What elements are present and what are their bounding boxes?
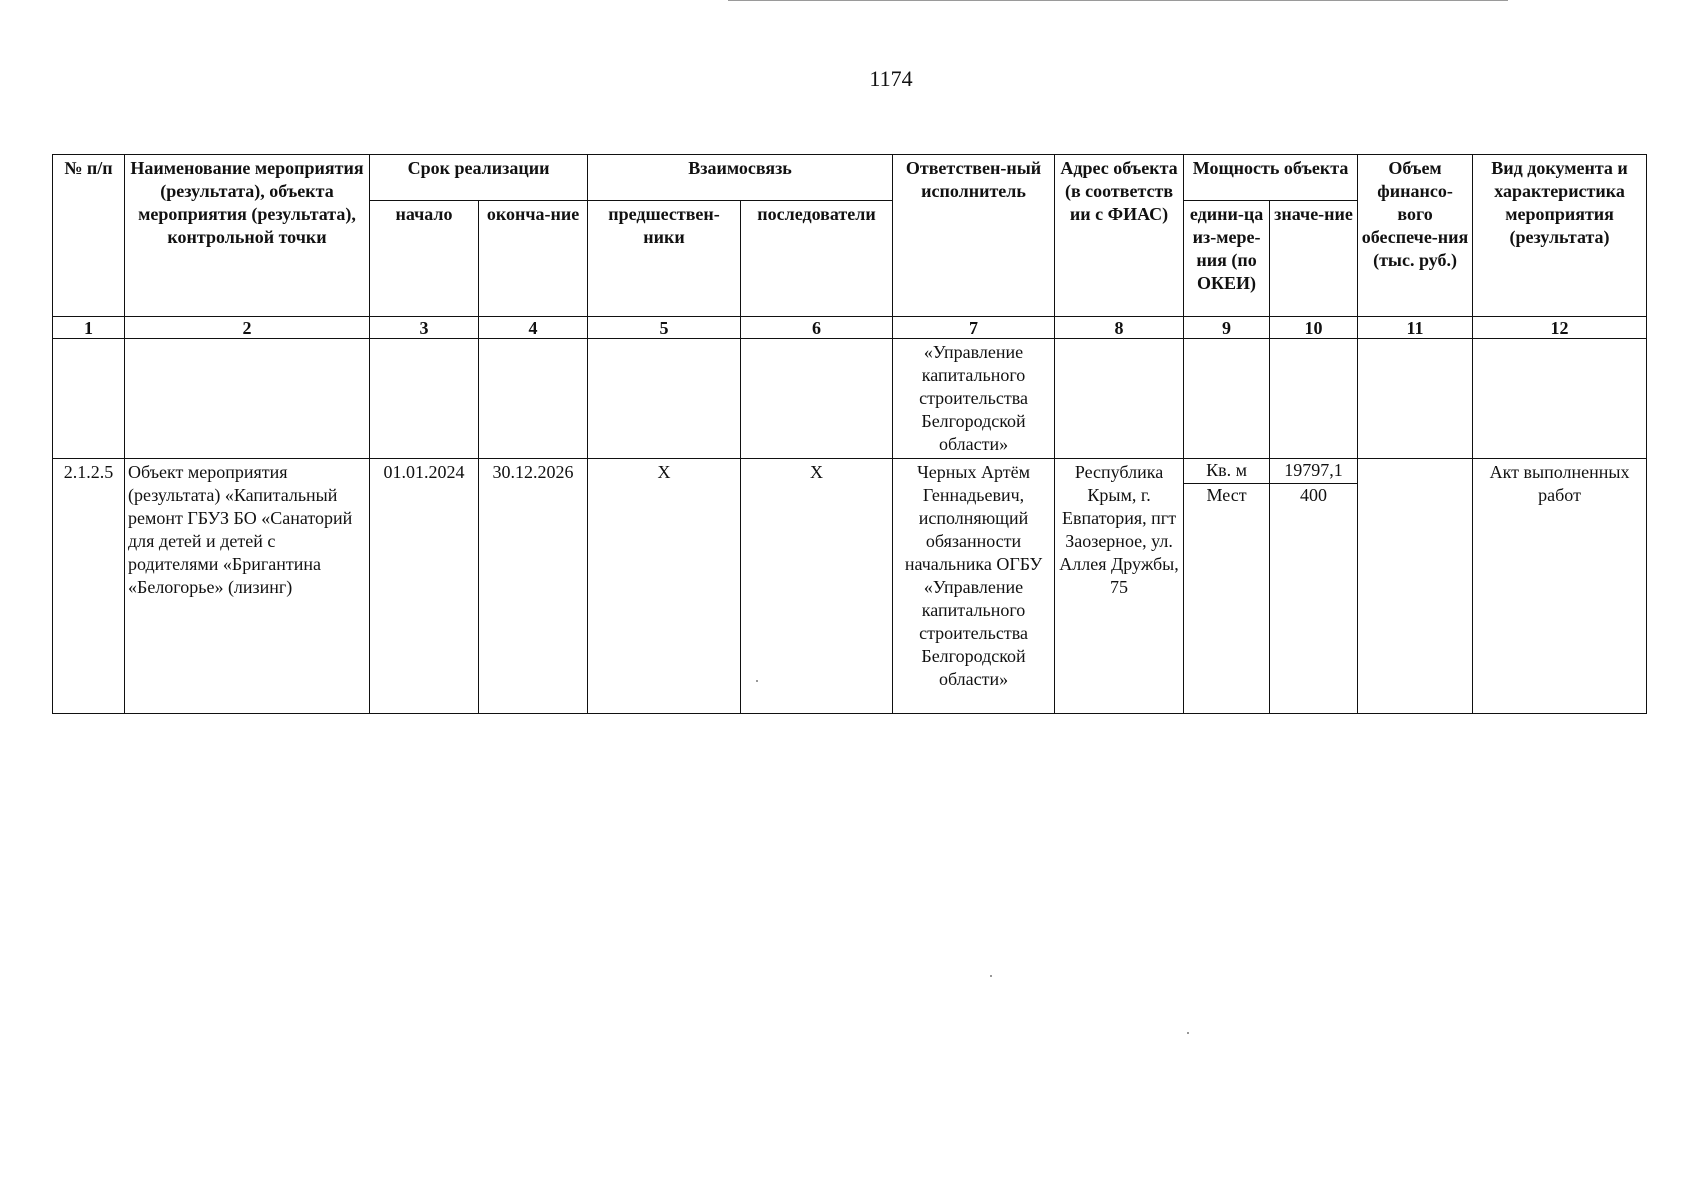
row-predecessors [588,339,741,459]
row-start: 01.01.2024 [370,459,479,714]
row-start [370,339,479,459]
table-row [53,459,1647,714]
header-power: Мощность объекта [1184,155,1358,201]
table-row [53,339,1647,459]
column-number: 4 [479,317,588,339]
header-name: Наименование мероприятия (результата), объекта мероприятия (результата), контрольной точки [125,155,370,317]
row-num: 2.1.2.5 [53,459,125,714]
row-doc [1473,339,1647,459]
header-num: № п/п [53,155,125,317]
column-number: 10 [1270,317,1358,339]
scan-speck [990,975,992,977]
column-number: 6 [741,317,893,339]
column-number: 11 [1358,317,1473,339]
row-end [479,339,588,459]
row-name [125,339,370,459]
header-responsible: Ответствен-ный исполнитель [893,155,1055,317]
row-value-1: 19797,1 [1270,459,1357,484]
scan-speck [1187,1032,1189,1034]
column-number: 3 [370,317,479,339]
header-unit: едини-ца из-мере-ния (по ОКЕИ) [1184,201,1270,317]
row-predecessors: X [588,459,741,714]
row-successors [741,339,893,459]
header-period: Срок реализации [370,155,588,201]
row-finance [1358,339,1473,459]
row-unit-1: Кв. м [1184,459,1269,484]
header-link: Взаимосвязь [588,155,893,201]
row-unit [1184,339,1270,459]
row-finance [1358,459,1473,714]
row-end: 30.12.2026 [479,459,588,714]
row-unit [1184,459,1270,714]
column-number: 7 [893,317,1055,339]
column-number: 1 [53,317,125,339]
header-end: оконча-ние [479,201,588,317]
scan-speck [756,680,758,682]
header-doc: Вид документа и характеристика мероприятия (результата) [1473,155,1647,317]
column-number: 12 [1473,317,1647,339]
header-finance: Объем финансо-вого обеспече-ния (тыс. руб.) [1358,155,1473,317]
column-number: 8 [1055,317,1184,339]
scan-top-line [728,0,1508,1]
row-value-2: 400 [1300,485,1328,505]
column-number: 5 [588,317,741,339]
row-address [1055,339,1184,459]
row-address: Республика Крым, г. Евпатория, пгт Заозерное, ул. Аллея Дружбы, 75 [1055,459,1184,714]
header-predecessors: предшествен-ники [588,201,741,317]
header-successors: последователи [741,201,893,317]
column-number-row [53,317,1647,339]
row-value [1270,459,1358,714]
row-name: Объект мероприятия (результата) «Капитальный ремонт ГБУЗ БО «Санаторий для детей и детей с родителями «Бригантина «Белогорье» (лизинг) [125,459,370,714]
table-header [53,155,1647,317]
row-successors: X [741,459,893,714]
header-value: значе-ние [1270,201,1358,317]
row-num [53,339,125,459]
row-responsible: «Управление капитального строительства Белгородской области» [893,339,1055,459]
row-unit-2: Мест [1206,485,1247,505]
row-value [1270,339,1358,459]
plan-table [52,154,1647,714]
row-doc: Акт выполненных работ [1473,459,1647,714]
column-number: 9 [1184,317,1270,339]
row-responsible: Черных Артём Геннадьевич, исполняющий обязанности начальника ОГБУ «Управление капитального строительства Белгородской области» [893,459,1055,714]
page-number: 1174 [869,66,913,91]
header-address: Адрес объекта (в соответств ии с ФИАС) [1055,155,1184,317]
column-number: 2 [125,317,370,339]
header-start: начало [370,201,479,317]
